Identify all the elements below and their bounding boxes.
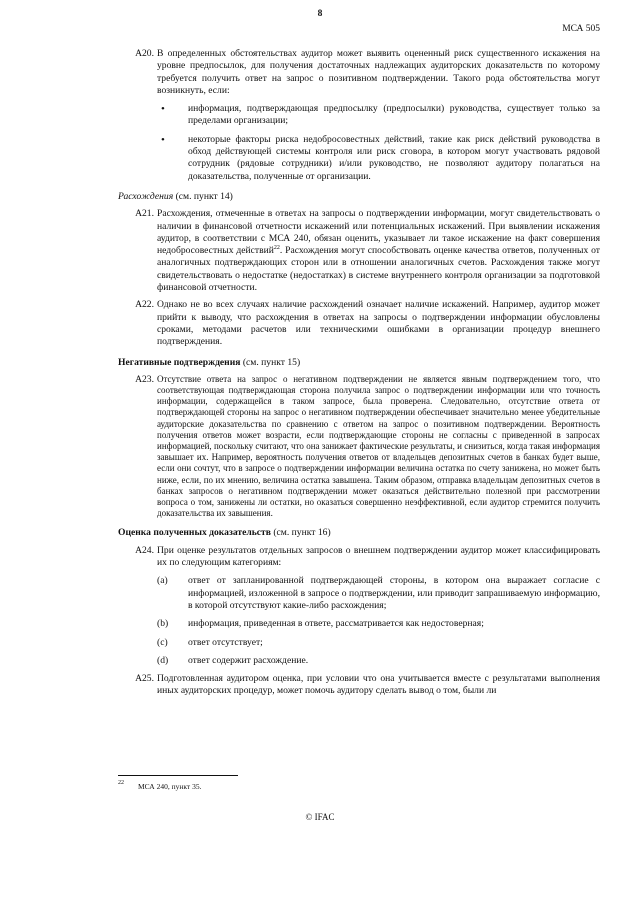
paragraph-text: Подготовленная аудитором оценка, при условии что она учитывается вместе с результатами выполнения иных аудиторских процедур, может помочь аудитору сделать вывод о том, были ли xyxy=(157,673,600,697)
section-title: Негативные подтверждения xyxy=(118,356,241,368)
bullet-item: • информация, подтверждающая предпосылку (предпосылки) руководства, существует только за пределами организации; xyxy=(157,103,600,128)
paragraph-text: В определенных обстоятельствах аудитор может выявить оцененный риск существенного искажения на уровне предпосылок, для получения достаточных надлежащих аудиторских доказательств по которому требуется получить ответ на запрос о позитивном подтверждении. Такого рода обстоятельства могут возникнуть, если: xyxy=(157,48,600,96)
bullet-item: • некоторые факторы риска недобросовестных действий, такие как риск действий руководства в обход действующей системы контроля или риск сговора, в котором могут участвовать рядовой сотрудник (рядовые сотрудники) и/или руководство, не позволяют аудитору полагаться на доказательства, полученные от организации. xyxy=(157,134,600,183)
footnote-text: МСА 240, пункт 35. xyxy=(138,782,202,791)
section-title: Оценка полученных доказательств xyxy=(118,527,271,539)
section-reference: (см. пункт 15) xyxy=(240,356,301,368)
paragraph-a23 xyxy=(118,374,600,520)
document-code: МСА 505 xyxy=(562,24,600,34)
list-label: (c) xyxy=(157,636,168,648)
list-text: ответ от запланированной подтверждающей стороны, в котором она выражает согласие с информацией, изложенной в запросе о подтверждении, или приводит запрашиваемую информацию, в которой отсутствуют какие-либо расхождения; xyxy=(188,575,600,611)
paragraph-text: При оценке результатов отдельных запросов о внешнем подтверждении аудитор может классифицировать их по следующим категориям: xyxy=(157,544,600,569)
paragraph-a25 xyxy=(118,673,600,698)
paragraph-text: Однако не во всех случаях наличие расхождений означает наличие искажений. Например, аудитор может прийти к выводу, что расхождения в ответах на запросы о подтверждении информации обусловлены сроками, методами расчетов или техническими ошибками в организации процедур внешнего подтверждения. xyxy=(157,299,600,348)
paragraph-a22 xyxy=(118,299,600,348)
footnote-ref: 22 xyxy=(273,244,280,251)
list-item xyxy=(157,655,600,667)
page-content xyxy=(118,48,600,703)
list-label: (b) xyxy=(157,618,169,630)
footnote-divider xyxy=(118,775,238,776)
section-heading-discrepancies xyxy=(118,191,600,203)
text-part: Расхождения, отмеченные в ответах на запросы о подтверждении информации, могут свидетельствовать о наличии в финансовой отчетности искажений или потенциальных искажений. При выявлении искажения аудитор, в соответствии с МСА 240, обязан оценить, указывает ли такое искажение на факт совершения недобросовестных действий xyxy=(157,208,600,257)
section-title: Расхождения xyxy=(118,190,174,202)
page-footer: © IFAC xyxy=(305,812,335,822)
page-number: 8 xyxy=(317,9,323,19)
list-label: (d) xyxy=(157,654,169,666)
list-text: ответ отсутствует; xyxy=(188,636,263,648)
paragraph-number: A22. xyxy=(135,299,154,311)
list-text: информация, приведенная в ответе, рассматривается как недостоверная; xyxy=(188,618,484,630)
section-heading-negative xyxy=(118,357,600,369)
list-item xyxy=(157,637,600,649)
text-part: . Расхождения могут способствовать оценке качества ответов, полученных от аналогичных подтверждающих сторон или в отношении аналогичных счетов. Расхождения также могут свидетельствовать о недостатке (недостатках) в системе внутреннего контроля организации за подготовкой финансовой отчетности. xyxy=(157,245,600,294)
paragraph-number: A24. xyxy=(135,544,154,556)
paragraph-number: A21. xyxy=(135,208,154,220)
paragraph-text: Отсутствие ответа на запрос о негативном подтверждении не является явным подтверждением того, что соответствующая подтверждающая сторона получила запрос о подтверждении информации или что точность информации, содержащейся в таком запросе, была проверена. Следовательно, отсутствие ответа от подтверждающей стороны на запрос о негативном подтверждении обеспечивает значительно менее убедительные аудиторские доказательства по сравнению с ответом на запрос о позитивном подтверждении. Вероятность получения ответов может возрасти, если подтверждающие стороны не согласны с приведенной в запросах информацией, поскольку считают, что она занижает фактические результаты, и снизиться, когда такая информация завышает их. Например, вероятность получения ответов от владельцев депозитных счетов в банках будет выше, если они сочтут, что в запросе о подтверждении информации величина остатка по счету занижена, но может быть ниже, если, по их мнению, величина остатка завышена. Таким образом, отправка владельцам депозитных счетов в банках запросов о негативном подтверждении может оказаться действительно полезной при рассмотрении вопроса о том, занижены ли остатки, но оказаться совершенно неэффективной, если аудитор стремится получить доказательства их завышения. xyxy=(157,373,600,519)
paragraph-number: A23. xyxy=(135,373,154,385)
list-label: (a) xyxy=(157,575,168,587)
section-reference: (см. пункт 16) xyxy=(270,527,331,539)
paragraph-a21 xyxy=(118,208,600,294)
footnote-number: 22 xyxy=(118,780,124,786)
paragraph-a24 xyxy=(118,545,600,667)
section-heading-evaluation xyxy=(118,527,600,539)
list-text: ответ содержит расхождение. xyxy=(188,654,309,666)
paragraph-a20 xyxy=(118,48,600,183)
paragraph-number: A25. xyxy=(135,673,154,685)
list-item xyxy=(157,575,600,612)
paragraph-text xyxy=(118,208,600,294)
list-item xyxy=(157,618,600,630)
section-reference: (см. пункт 14) xyxy=(173,190,233,202)
paragraph-number: A20. xyxy=(135,48,154,59)
footnote xyxy=(118,782,201,791)
